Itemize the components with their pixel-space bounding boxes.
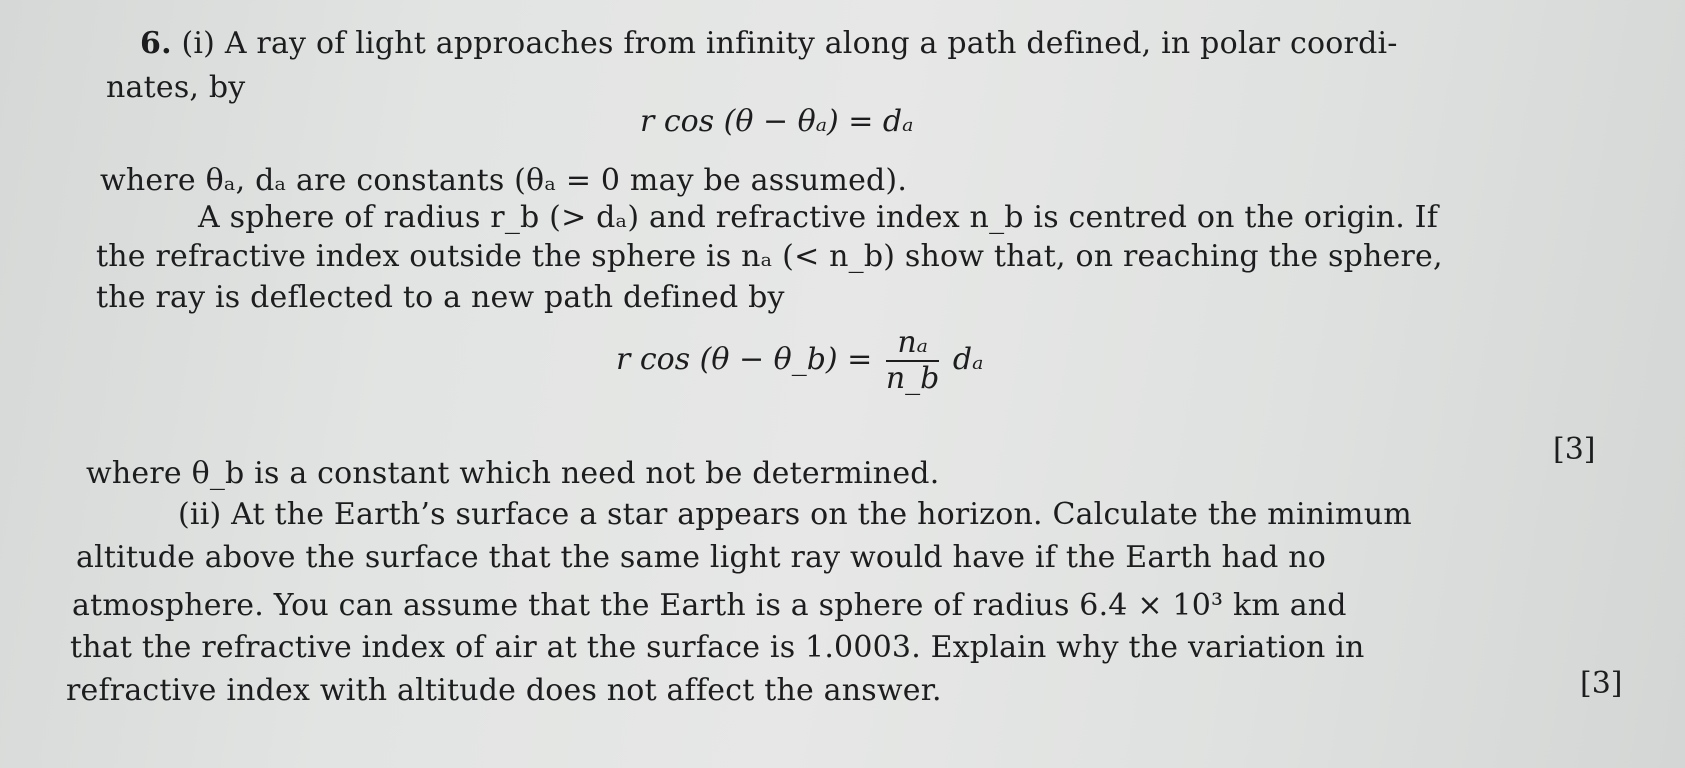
question-line-4: A sphere of radius r_b (> dₐ) and refractive index n_b is centred on the origin. If	[198, 200, 1439, 235]
question-line-5: the refractive index outside the sphere is nₐ (< n_b) show that, on reaching the sphere,	[96, 239, 1443, 274]
question-line-2: nates, by	[106, 70, 246, 105]
question-line-8: (ii) At the Earth’s surface a star appears on the horizon. Calculate the minimum	[178, 497, 1412, 532]
question-line-10: atmosphere. You can assume that the Earth is a sphere of radius 6.4 × 10³ km and	[72, 588, 1347, 623]
marks-part-ii: [3]	[1580, 666, 1623, 701]
equation-2-left: r cos (θ − θ_b) =	[616, 342, 873, 377]
marks-part-i: [3]	[1553, 432, 1596, 467]
equation-1: r cos (θ − θₐ) = dₐ	[640, 104, 914, 139]
question-line-12: refractive index with altitude does not affect the answer.	[66, 673, 942, 708]
equation-2	[616, 326, 983, 396]
question-number: 6.	[140, 26, 172, 61]
question-line-1	[140, 26, 1398, 62]
question-line-3: where θₐ, dₐ are constants (θₐ = 0 may be assumed).	[100, 163, 908, 198]
equation-2-fraction	[886, 326, 940, 396]
equation-2-right: dₐ	[952, 342, 984, 377]
question-line-11: that the refractive index of air at the surface is 1.0003. Explain why the variation in	[70, 630, 1365, 665]
line-1-text: A ray of light approaches from infinity along a path defined, in polar coordi-	[224, 26, 1398, 61]
question-line-7: where θ_b is a constant which need not be determined.	[86, 456, 940, 491]
question-line-6: the ray is deflected to a new path defined by	[96, 280, 785, 315]
part-i-label: (i)	[181, 26, 216, 61]
equation-2-denominator: n_b	[885, 361, 940, 396]
equation-2-numerator: nₐ	[886, 326, 940, 362]
question-line-9: altitude above the surface that the same light ray would have if the Earth had no	[76, 540, 1327, 575]
